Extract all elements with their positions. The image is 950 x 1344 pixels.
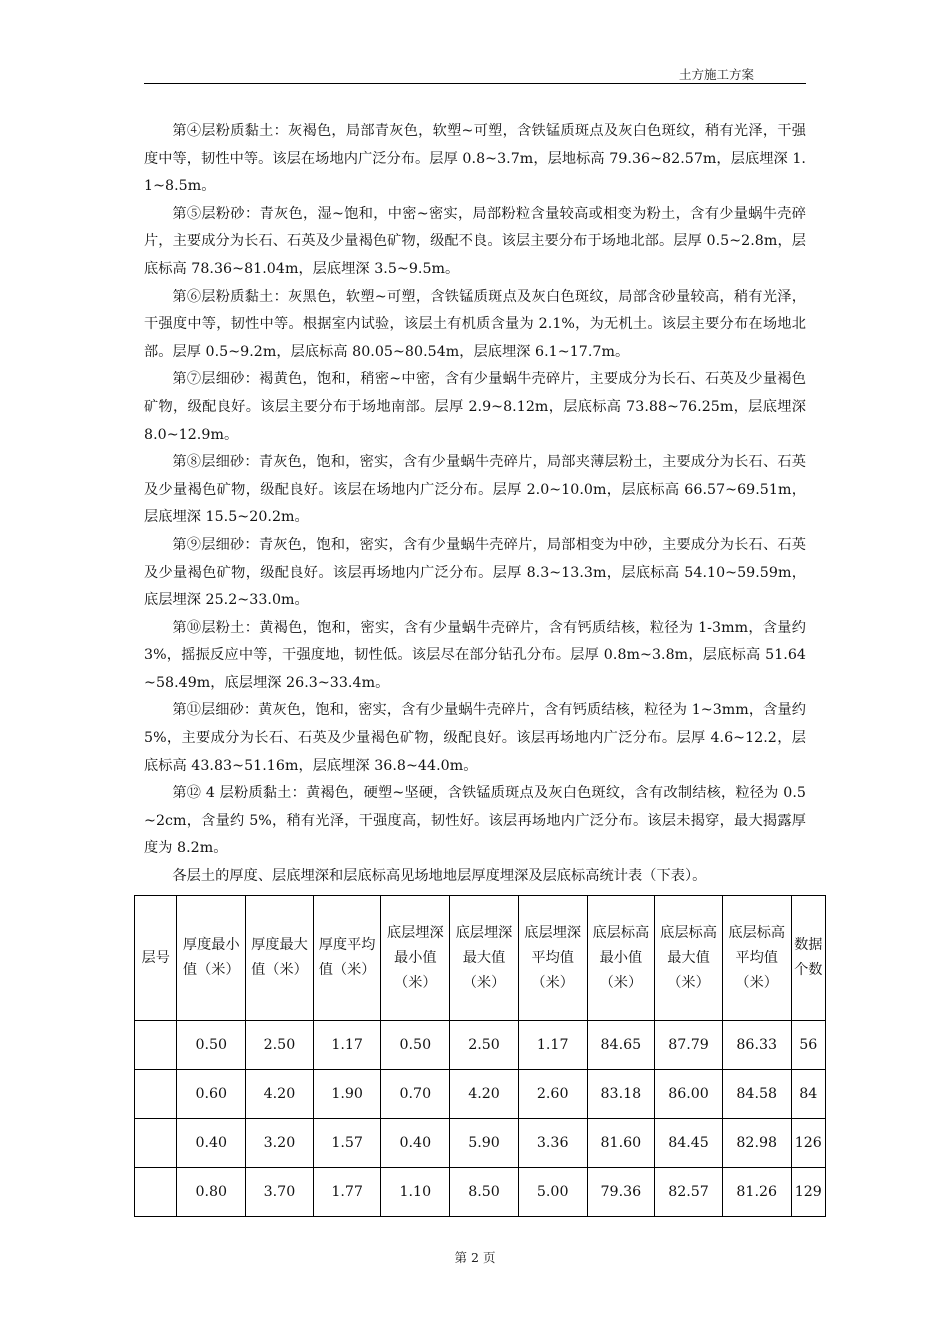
table-cell: 2.50 xyxy=(246,1021,314,1070)
table-cell: 3.36 xyxy=(518,1119,587,1168)
table-cell: 0.50 xyxy=(177,1021,246,1070)
table-cell: 8.50 xyxy=(450,1168,519,1217)
header-elevation-avg: 底层标高平均值（米） xyxy=(722,896,791,1021)
table-header-row xyxy=(135,896,826,1021)
table-cell: 1.90 xyxy=(313,1070,381,1119)
table-row xyxy=(135,1021,826,1070)
header-depth-min: 底层埋深最小值（米） xyxy=(381,896,450,1021)
header-count: 数据个数 xyxy=(791,896,825,1021)
table-cell: 3.70 xyxy=(246,1168,314,1217)
table-cell: 2.60 xyxy=(518,1070,587,1119)
table-cell: 1.10 xyxy=(381,1168,450,1217)
table-cell: 0.40 xyxy=(381,1119,450,1168)
paragraph-layer-6: 第⑥层粉质黏土：灰黑色，软塑~可塑，含铁锰质斑点及灰白色斑纹，局部含砂量较高，稍有光泽，干强度中等，韧性中等。根据室内试验，该层土有机质含量为 2.1%，为无机土。该层主要分布在场地北部。层厚 0.5~9.2m，层底标高 80.05~80.54m，层底埋深 6.1~17.7m。 xyxy=(144,288,806,360)
table-cell: 5.90 xyxy=(450,1119,519,1168)
header-elevation-min: 底层标高最小值（米） xyxy=(587,896,655,1021)
table-cell: 0.60 xyxy=(177,1070,246,1119)
paragraph-layer-7: 第⑦层细砂：褐黄色，饱和，稍密~中密，含有少量蜗牛壳碎片，主要成分为长石、石英及少量褐色矿物，级配良好。该层主要分布于场地南部。层厚 2.9~8.12m，层底标高 73.88~76.25m，层底埋深 8.0~12.9m。 xyxy=(144,371,806,443)
table-cell xyxy=(135,1070,177,1119)
paragraph-layer-12: 第⑫ 4 层粉质黏土：黄褐色，硬塑~坚硬，含铁锰质斑点及灰白色斑纹，含有改制结核，粒径为 0.5~2cm，含量约 5%，稍有光泽，干强度高，韧性好。该层再场地内广泛分布。该层未揭穿，最大揭露厚度为 8.2m。 xyxy=(144,785,806,857)
table-cell: 84.45 xyxy=(655,1119,723,1168)
paragraph-layer-4: 第④层粉质黏土：灰褐色，局部青灰色，软塑~可塑，含铁锰质斑点及灰白色斑纹，稍有光泽，干强度中等，韧性中等。该层在场地内广泛分布。层厚 0.8~3.7m，层地标高 79.36~82.57m，层底埋深 1.1~8.5m。 xyxy=(144,123,806,195)
table-cell: 81.26 xyxy=(722,1168,791,1217)
table-cell: 82.57 xyxy=(655,1168,723,1217)
table-cell: 5.00 xyxy=(518,1168,587,1217)
table-cell: 82.98 xyxy=(722,1119,791,1168)
header-title: 土方施工方案 xyxy=(678,67,754,82)
table-cell: 0.80 xyxy=(177,1168,246,1217)
table-cell: 0.50 xyxy=(381,1021,450,1070)
table-cell: 2.50 xyxy=(450,1021,519,1070)
paragraph-layer-10: 第⑩层粉土：黄褐色，饱和，密实，含有少量蜗牛壳碎片，含有钙质结核，粒径为 1-3mm，含量约 3%，摇振反应中等，干强度地，韧性低。该层尽在部分钻孔分布。层厚 0.8m~3.8m，层底标高 51.64~58.49m，底层埋深 26.3~33.4m。 xyxy=(144,619,806,691)
table-cell: 84.65 xyxy=(587,1021,655,1070)
table-cell: 87.79 xyxy=(655,1021,723,1070)
table-cell: 4.20 xyxy=(450,1070,519,1119)
table-cell: 3.20 xyxy=(246,1119,314,1168)
table-cell xyxy=(135,1021,177,1070)
table-cell: 56 xyxy=(791,1021,825,1070)
table-cell: 1.77 xyxy=(313,1168,381,1217)
header-depth-max: 底层埋深最大值（米） xyxy=(450,896,519,1021)
table-cell: 79.36 xyxy=(587,1168,655,1217)
paragraph-layer-9: 第⑨层细砂：青灰色，饱和，密实，含有少量蜗牛壳碎片，局部相变为中砂，主要成分为长石、石英及少量褐色矿物，级配良好。该层再场地内广泛分布。层厚 8.3~13.3m，层底标高 54.10~59.59m，底层埋深 25.2~33.0m。 xyxy=(144,536,806,609)
table-cell: 1.17 xyxy=(313,1021,381,1070)
table-cell: 83.18 xyxy=(587,1070,655,1119)
header-thickness-max: 厚度最大值（米） xyxy=(246,896,314,1021)
table-cell xyxy=(135,1119,177,1168)
table-row xyxy=(135,1168,826,1217)
strata-statistics-table xyxy=(134,895,826,1217)
table-cell: 126 xyxy=(791,1119,825,1168)
table-cell: 0.70 xyxy=(381,1070,450,1119)
table-cell: 84.58 xyxy=(722,1070,791,1119)
paragraph-layer-8: 第⑧层细砂：青灰色，饱和，密实，含有少量蜗牛壳碎片，局部夹薄层粉土，主要成分为长石、石英及少量褐色矿物，级配良好。该层在场地内广泛分布。层厚 2.0~10.0m，层底标高 66.57~69.51m，层底埋深 15.5~20.2m。 xyxy=(144,454,806,526)
table-cell: 1.57 xyxy=(313,1119,381,1168)
table-row xyxy=(135,1070,826,1119)
table-cell: 129 xyxy=(791,1168,825,1217)
body-text xyxy=(144,118,806,891)
header-depth-avg: 底层埋深平均值（米） xyxy=(518,896,587,1021)
table-cell: 81.60 xyxy=(587,1119,655,1168)
table-cell: 86.33 xyxy=(722,1021,791,1070)
header-elevation-max: 底层标高最大值（米） xyxy=(655,896,723,1021)
table-cell: 86.00 xyxy=(655,1070,723,1119)
table-cell: 0.40 xyxy=(177,1119,246,1168)
header-thickness-avg: 厚度平均值（米） xyxy=(313,896,381,1021)
paragraph-layer-11: 第⑪层细砂：黄灰色，饱和，密实，含有少量蜗牛壳碎片，含有钙质结核，粒径为 1~3mm，含量约 5%，主要成分为长石、石英及少量褐色矿物，级配良好。该层再场地内广泛分布。层厚 4.6~12.2，层底标高 43.83~51.16m，层底埋深 36.8~44.0m。 xyxy=(144,702,806,774)
table-cell: 84 xyxy=(791,1070,825,1119)
table-cell: 1.17 xyxy=(518,1021,587,1070)
page-number: 第 2 页 xyxy=(454,1250,496,1265)
paragraph-table-intro: 各层土的厚度、层底埋深和层底标高见场地地层厚度埋深及层底标高统计表（下表）。 xyxy=(172,868,707,885)
paragraph-layer-5: 第⑤层粉砂：青灰色，湿~饱和，中密~密实，局部粉粒含量较高或相变为粉土，含有少量蜗牛壳碎片，主要成分为长石、石英及少量褐色矿物，级配不良。该层主要分布于场地北部。层厚 0.5~2.8m，层底标高 78.36~81.04m，层底埋深 3.5~9.5m。 xyxy=(144,205,806,277)
header-thickness-min: 厚度最小值（米） xyxy=(177,896,246,1021)
table-cell: 4.20 xyxy=(246,1070,314,1119)
table-cell xyxy=(135,1168,177,1217)
page-header xyxy=(144,64,806,84)
table-row xyxy=(135,1119,826,1168)
header-layer-no: 层号 xyxy=(135,896,177,1021)
